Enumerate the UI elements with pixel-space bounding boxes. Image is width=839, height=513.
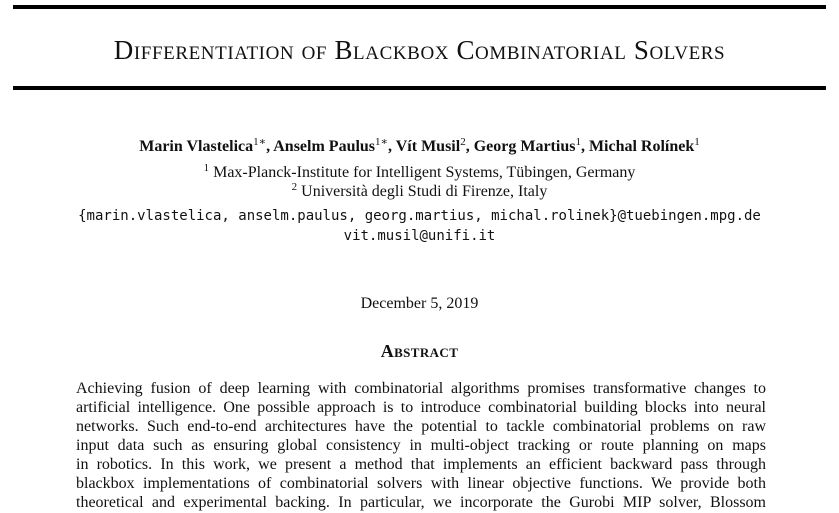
abstract-line: artificial intelligence. One possible approach is to introduce combinatorial building blocks into neural — [76, 399, 766, 416]
publication-date: December 5, 2019 — [360, 295, 479, 312]
title-top-rule — [13, 5, 826, 9]
abstract-line: networks. Such end-to-end architectures have the potential to tackle combinatorial problems on raw — [76, 418, 766, 435]
author-name: Marin Vlastelica — [139, 138, 254, 155]
abstract-line: theoretical and experimental backing. In particular, we incorporate the Gurobi MIP solver, Blossom — [76, 494, 766, 511]
author-affiliation-mark: 1∗ — [375, 136, 389, 148]
abstract-line: input data such as ensuring global consistency in multi-object tracking or route planning on maps — [76, 437, 766, 454]
author-list — [0, 137, 839, 157]
abstract-line: in robotics. In this work, we present a method that implements an efficient backward pass through — [76, 456, 766, 473]
email-line: vit.musil@unifi.it — [343, 228, 496, 244]
affiliation-text: Università degli Studi di Firenze, Italy — [301, 183, 548, 200]
affiliation-mark: 2 — [291, 181, 298, 193]
affiliation-line — [0, 163, 839, 183]
affiliation-mark: 1 — [203, 162, 210, 174]
paper-title: Differentiation of Blackbox Combinatorial Solvers — [113, 35, 726, 65]
author-separator: , — [580, 138, 589, 155]
abstract-line: Achieving fusion of deep learning with combinatorial algorithms promises transformative changes to — [76, 380, 766, 397]
author-separator: , — [388, 138, 396, 155]
author-separator: , — [266, 138, 274, 155]
author-name: Anselm Paulus — [273, 138, 376, 155]
affiliation-text: Max-Planck-Institute for Intelligent Systems, Tübingen, Germany — [213, 164, 636, 181]
affiliation-line — [0, 182, 839, 202]
author-name: Georg Martius — [473, 138, 576, 155]
author-affiliation-mark: 1 — [694, 136, 700, 148]
title-bottom-rule — [13, 86, 826, 90]
abstract-line: blackbox implementations of combinatorial solvers with linear objective functions. We provide both — [76, 475, 766, 492]
email-line: {marin.vlastelica, anselm.paulus, georg.martius, michal.rolinek}@tuebingen.mpg.de — [78, 208, 761, 224]
abstract-body — [76, 379, 766, 512]
author-affiliation-mark: 1∗ — [253, 136, 267, 148]
author-affiliation-mark: 2 — [460, 136, 466, 148]
author-separator: , — [465, 138, 474, 155]
author-name: Vít Musil — [395, 138, 461, 155]
abstract-heading: Abstract — [380, 341, 459, 361]
author-name: Michal Rolínek — [588, 138, 695, 155]
author-affiliation-mark: 1 — [575, 136, 581, 148]
